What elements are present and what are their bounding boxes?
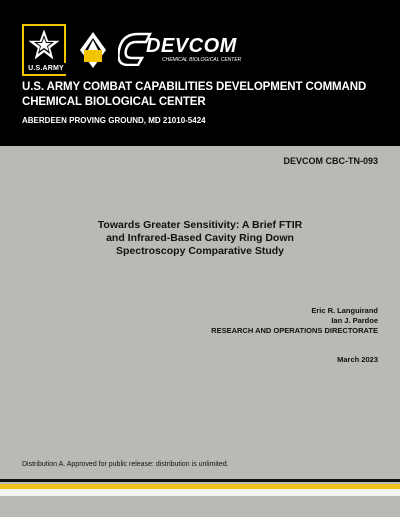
header-banner xyxy=(0,0,400,146)
authors xyxy=(311,306,378,326)
report-date: March 2023 xyxy=(337,355,378,364)
army-star-icon xyxy=(28,29,60,61)
report-title-line: and Infrared-Based Cavity Ring Down xyxy=(106,232,294,244)
author-name: Eric R. Languirand xyxy=(311,306,378,315)
ccdc-emblem-icon xyxy=(76,30,110,70)
location: ABERDEEN PROVING GROUND, MD 21010-5424 xyxy=(22,116,206,125)
report-title-line: Towards Greater Sensitivity: A Brief FTIR xyxy=(97,219,303,231)
footer-base xyxy=(0,496,400,517)
directorate: RESEARCH AND OPERATIONS DIRECTORATE xyxy=(211,326,378,335)
distribution-statement: Distribution A. Approved for public release: distribution is unlimited. xyxy=(22,461,229,468)
org-name-line-2: CHEMICAL BIOLOGICAL CENTER xyxy=(22,96,206,108)
devcom-subtitle: CHEMICAL BIOLOGICAL CENTER xyxy=(162,57,242,63)
devcom-wordmark: DEVCOM xyxy=(146,35,237,57)
army-wordmark: U.S.ARMY xyxy=(24,63,68,74)
army-star-logo-icon xyxy=(22,24,66,76)
footer-stripe-black xyxy=(0,479,400,482)
org-name-line-1: U.S. ARMY COMBAT CAPABILITIES DEVELOPMENT COMMAND xyxy=(22,81,367,93)
report-number: DEVCOM CBC-TN-093 xyxy=(283,156,378,166)
footer-stripe-white xyxy=(0,489,400,496)
author-name: Ian J. Pardoe xyxy=(331,316,378,325)
report-title xyxy=(60,219,340,258)
report-title-line: Spectroscopy Comparative Study xyxy=(115,245,285,257)
